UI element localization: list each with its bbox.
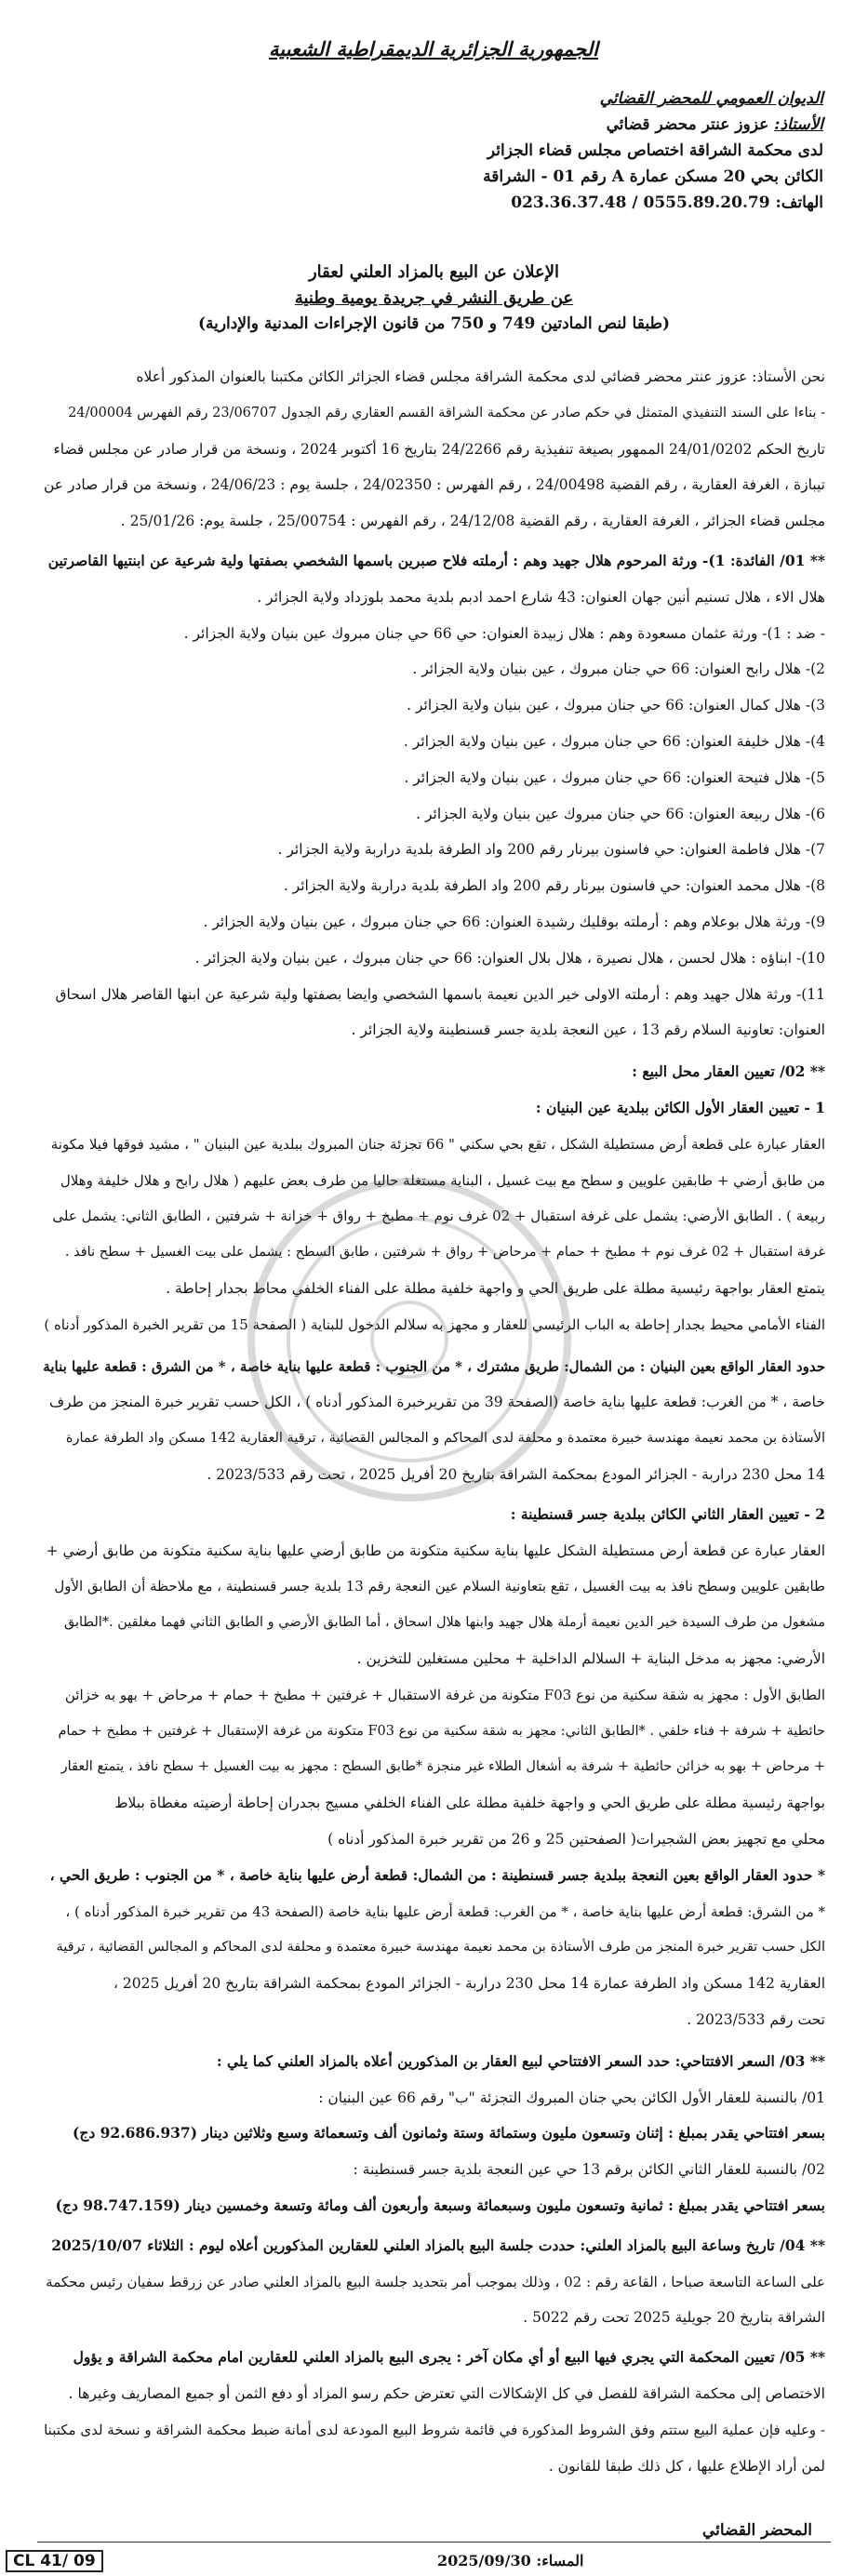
body-line: مشغول من طرف السيدة خير الدين نعيمة أرملة هلال جهيد وابنها هلال اسحاق ، أما الطابق الأرضي و الطابق الثاني فهما مغلقين .*الطابق — [63, 1615, 825, 1631]
body-line: ** 01/ الفائدة: 1)- ورثة المرحوم هلال جهيد وهم : أرملته فلاح صبرين باسمها الشخصي بصفتها ولية شرعية عن ابنتيها القاصرتين — [47, 552, 825, 569]
body-line: تحت رقم 2023/533 . — [687, 2011, 825, 2028]
body-line: 2 - تعيين العقار الثاني الكائن ببلدية جسر قسنطينة : — [510, 1504, 825, 1523]
phone-label: الهاتف: — [775, 194, 823, 212]
body-line: - بناءا على السند التنفيذي المتمثل في حكم صادر عن محكمة الشراقة القسم العقاري رقم الجدول 23/06707 رقم الفهرس 24/00004 — [68, 405, 825, 420]
stamp-watermark-icon — [233, 1163, 586, 1516]
notice-legal-basis: (طبقا لنص المادتين 749 و 750 من قانون الإجراءات المدنية والإدارية) — [197, 314, 671, 333]
lawyer-name: عزوز عنتر محضر قضائي — [606, 115, 769, 134]
notice-title: الإعلان عن البيع بالمزاد العلني لعقار — [308, 262, 559, 282]
signature-label: المحضر القضائي — [701, 2521, 812, 2540]
body-line: الطابق الأول : مجهز به شقة سكنية من نوع F03 متكونة من غرفة الاستقبال + غرفتين + مطبخ + حمام + مرحاض + بهو به خزائن — [64, 1686, 825, 1703]
body-line: 9)- ورثة هلال بوعلام وهم : أرملته بوقليك رشيدة العنوان: 66 حي جنان مبروك ، عين بنيان ولاية الجزائر . — [203, 914, 825, 930]
body-line: الأرضي: مجهز به مدخل البناية + السلالم الداخلية + محلين مستغلين للتخزين . — [356, 1650, 825, 1667]
body-line: 5)- هلال فتيحة العنوان: 66 حي جنان مبروك ، عين بنيان ولاية الجزائر . — [404, 768, 825, 786]
body-line: ** 03/ السعر الافتتاحي: حدد السعر الافتتاحي لبيع العقار بن المذكورين أعلاه بالمزاد العلني كما يلي : — [216, 2051, 825, 2070]
body-line: خاصة ، * من الغرب: قطعة عليها بناية خاصة (الصفحة 39 من تقريرخبرة المذكور أدناه ) ، الكل حسب تقرير خبرة المنجز من طرف — [49, 1394, 825, 1411]
body-line: الأستاذة بن محمد نعيمة مهندسة خبيرة معتمدة و محلفة لدى المحاكم و المجالس القضائية ، ترقية العقارية 142 مسكن واد الطرفة عمارة — [65, 1431, 825, 1447]
body-line: تاريخ الحكم 24/01/0202 الممهور بصيغة تنفيذية رقم 24/2266 بتاريخ 16 أكتوبر 2024 ، ونسخة من قرار صادر عن مجلس قضاء — [53, 440, 825, 458]
footer-date-label: المساء: — [536, 2552, 584, 2569]
body-line: - وعليه فإن عملية البيع ستتم وفق الشروط المذكورة في قائمة شروط البيع المودعة لدى أمانة ضبط محكمة الشراقة و نسخة لدى مكتبنا — [44, 2421, 825, 2438]
phone-number: 023.36.37.48 / 0555.89.20.79 — [511, 194, 770, 212]
body-line: الشراقة بتاريخ 20 جويلية 2025 تحت رقم 5022 . — [523, 2309, 825, 2327]
body-line: 02/ بالنسبة للعقار الثاني الكائن برقم 13 حي عين النعجة بلدية جسر قسنطينة : — [353, 2161, 825, 2179]
body-line: هلال الاء ، هلال تسنيم أنين جهان العنوان: 43 شارع احمد ادبم بلدية محمد بلوزداد ولاية الجزائر . — [257, 588, 825, 606]
footer-divider — [37, 2542, 831, 2543]
body-line: العقارية 142 مسكن واد الطرفة عمارة 14 محل 230 دراربة - الجزائر المودع بمحكمة الشراقة بتاريخ 20 أفريل 2025 ، — [113, 1975, 825, 1993]
body-line: ** 05/ تعيين المحكمة التي يجري فيها البيع أو أي مكان آخر : يجرى البيع بالمزاد العلني للعقارين امام محكمة الشراقة و يؤول — [73, 2348, 825, 2367]
body-line: لمن أراد الإطلاع عليها ، كل ذلك طبقا للقانون . — [548, 2457, 825, 2475]
body-line: 2)- هلال رابح العنوان: 66 حي جنان مبروك ، عين بنيان ولاية الجزائر . — [412, 661, 825, 678]
body-line: - ضد : 1)- ورثة عثمان مسعودة وهم : هلال زبيدة العنوان: حي 66 حي جنان مبروك عين بنيان ولاية الجزائر . — [183, 624, 825, 642]
body-line: مجلس قضاء الجزائر ، الغرفة العقارية ، رقم القضية 24/12/08 ، رقم الفهرس : 25/00754 ، جلسة يوم: 25/01/26 . — [120, 513, 825, 530]
footer-code: CL 41/ 09 — [6, 2550, 103, 2572]
footer-date — [437, 2552, 583, 2569]
body-line: العقار عبارة على قطعة أرض مستطيلة الشكل ، تقع بحي سكني " 66 تجزئة جنان المبروك ببلدية عين البنيان " ، مشيد فوقها فيلا مكونة — [50, 1135, 825, 1153]
republic-title: الجمهورية الجزائرية الديمقراطية الشعبية — [268, 37, 598, 60]
lawyer-line — [607, 115, 823, 134]
body-line: 14 محل 230 دراربة - الجزائر المودع بمحكمة الشراقة بتاريخ 20 أفريل 2025 ، تحت رقم 2023/533 . — [207, 1466, 825, 1483]
body-line: العنوان: تعاونية السلام رقم 13 ، عين النعجة بلدية جسر قسنطينة ولاية الجزائر . — [351, 1021, 825, 1039]
body-line: الاختصاص إلى محكمة الشراقة للفصل في كل الإشكالات التي تعترض حكم رسو المزاد أو دفع الثمن أو جميع المصاريف وغيرها . — [68, 2385, 825, 2402]
office-name: الديوان العمومي للمحضر القضائي — [599, 89, 823, 108]
body-line: 01/ بالنسبة للعقار الأول الكائن بحي جنان المبروك التجزئة "ب" رقم 66 عين البنيان : — [318, 2089, 825, 2106]
body-line: 8)- هلال محمد العنوان: حي فاسنون بيرنار رقم 200 واد الطرفة بلدية دراربة ولاية الجزائر . — [283, 877, 825, 895]
lawyer-label: الأستاذ: — [774, 115, 823, 134]
body-line: حدود العقار الواقع بعين البنيان : من الشمال: طريق مشترك ، * من الجنوب : قطعة عليها بناية خاصة ، * من الشرق : قطعة عليها بناية — [43, 1357, 825, 1375]
body-line: 11)- ورثة هلال جهيد وهم : أرملته الاولى خير الدين نعيمة باسمها الشخصي وايضا بصفتها ولية شرعية عن ابنها القاصر هلال اسحاق — [55, 985, 825, 1003]
body-line: محلي مع تجهيز بعض الشجيرات( الصفحتين 25 و 26 من تقرير خبرة المذكور أدناه ) — [327, 1831, 825, 1848]
body-line: 10)- ابناؤه : هلال لحسن ، هلال نصيرة ، هلال بلال العنوان: 66 حي جنان مبروك ، عين بنيان ولاية الجزائر . — [194, 949, 825, 967]
body-line: العقار عبارة عن قطعة أرض مستطيلة الشكل عليها بناية سكنية متكونة من طابق أرضي عليها بناية سكنية متكونة من طابق أرضي + — [46, 1542, 825, 1559]
body-line: 7)- هلال فاطمة العنوان: حي فاسنون بيرنار رقم 200 واد الطرفة بلدية دراربة ولاية الجزائر . — [277, 841, 825, 859]
court-line: لدى محكمة الشراقة اختصاص مجلس قضاء الجزائر — [487, 141, 823, 160]
body-line: ربيعة ) . الطابق الأرضي: يشمل على غرفة استقبال + 02 غرف نوم + مطبخ + رواق + خزانة + شرفتين ، الطابق الثاني: يشمل على — [52, 1208, 825, 1225]
body-line: تيبازة ، الغرفة العقارية ، رقم القضية 24/00498 ، رقم الفهرس : 24/02350 ، جلسة يوم : 24/06/23 ، ونسخة من قرار صادر عن — [43, 476, 825, 494]
body-line: 3)- هلال كمال العنوان: 66 حي جنان مبروك ، عين بنيان ولاية الجزائر . — [407, 697, 825, 714]
body-line: 6)- هلال ربيعة العنوان: 66 حي جنان مبروك عين بنيان ولاية الجزائر . — [416, 805, 825, 822]
body-line: 4)- هلال خليفة العنوان: 66 حي جنان مبروك ، عين بنيان ولاية الجزائر . — [403, 733, 825, 750]
notice-subtitle: عن طريق النشر في جريدة يومية وطنية — [294, 288, 574, 308]
footer — [0, 2544, 868, 2576]
body-line: 1 - تعيين العقار الأول الكائن ببلدية عين البنيان : — [535, 1099, 825, 1116]
body-line: نحن الأستاذ: عزوز عنتر محضر قضائي لدى محكمة الشراقة مجلس قضاء الجزائر الكائن مكتبنا بالعنوان المذكور أعلاه — [136, 368, 825, 385]
body-line: * من الشرق: قطعة أرض عليها بناية خاصة ، * من الغرب: قطعة أرض عليها بناية خاصة (الصفحة 43 من تقرير خبرة المذكور أدناه ) ، — [65, 1902, 825, 1920]
body-line: حائطية + شرفة + فناء خلفي . *الطابق الثاني: مجهز به شقة سكنية من نوع F03 متكونة من غرفة الإستقبال + غرفتين + مطبخ + حمام — [58, 1723, 825, 1739]
body-line: ** 02/ تعيين العقار محل البيع : — [632, 1062, 825, 1081]
body-line: بواجهة رئيسية مطلة على طريق الحي و واجهة خلفية مطلة على الفناء الخلفي مسيج بجدران إحاطة أرضيته مغطاة ببلاط — [114, 1795, 825, 1812]
body-line: ** 04/ تاريخ وساعة البيع بالمزاد العلني: حددت جلسة البيع بالمزاد العلني للعقارين المذكورين أعلاه ليوم : الثلاثاء 2025/10/07 — [51, 2236, 825, 2254]
body-line: الكل حسب تقرير خبرة المنجز من طرف الأستاذة بن محمد نعيمة مهندسة خبيرة معتمدة و محلفة لدى المحاكم و المجالس القضائية ، ترقية — [56, 1940, 825, 1955]
phone-line — [511, 194, 823, 212]
body-line: الفناء الأمامي محيط بجدار إحاطة به الباب الرئيسي للعقار و مجهز به سلالم الدخول للبناية ( الصفحة 15 من تقرير الخبرة المذكور أدناه ) — [44, 1315, 825, 1333]
address-line: الكائن بحي 20 مسكن عمارة A رقم 01 - الشراقة — [483, 167, 823, 186]
body-line: + مرحاض + بهو به خزائن حائطية + شرفة به أشغال الطلاء غير منجزة *طابق السطح : مجهز به بيت الغسيل + سطح نافذ ، يتمتع العقار — [60, 1759, 825, 1775]
body-line: بسعر افتتاحي يقدر بمبلغ : ثمانية وتسعون مليون وسبعمائة وسبعة وأربعون ألف ومائة وتسعة وخمسين دينار (98.747.159 دج) — [55, 2196, 825, 2214]
footer-date-value: 2025/09/30 — [437, 2552, 531, 2569]
body-line: * حدود العقار الواقع بعين النعجة ببلدية جسر قسنطينة : من الشمال: قطعة أرض عليها بناية خاصة ، * من الجنوب : طريق الحي ، — [49, 1865, 825, 1884]
body-line: غرفة استقبال + 02 غرف نوم + مطبخ + حمام + مرحاض + رواق + شرفتين ، طابق السطح : يشمل على بيت الغسيل + سطح نافذ . — [64, 1245, 825, 1261]
body-line: يتمتع العقار بواجهة رئيسية مطلة على طريق الحي و واجهة خلفية مطلة على الفناء الخلفي محاط بجدار إحاطة . — [166, 1280, 825, 1297]
body-line: على الساعة التاسعة صباحا ، القاعة رقم : 02 ، وذلك بموجب أمر بتحديد جلسة البيع بالمزاد العلني صادر عن زرقط سفيان رئيس محكمة — [46, 2273, 825, 2290]
body-line: طابقين علويين وسطح نافذ به بيت الغسيل ، تقع بتعاونية السلام عين النعجة رقم 13 بلدية جسر قسنطينة ، مع ملاحظة أن الطابق الأول — [54, 1578, 825, 1595]
body-line: بسعر افتتاحي يقدر بمبلغ : إثنان وتسعون مليون وستمائة وستة وثمانون ألف وتسعمائة وسبع وثلاثين دينار (92.686.937 دج) — [72, 2124, 825, 2142]
body-line: من طابق أرضي + طابقين علويين و سطح مع بيت غسيل ، البناية مستغلة حاليا من طرف بعض عليهم ( هلال رابح و هلال خليفة وهلال — [60, 1171, 825, 1189]
